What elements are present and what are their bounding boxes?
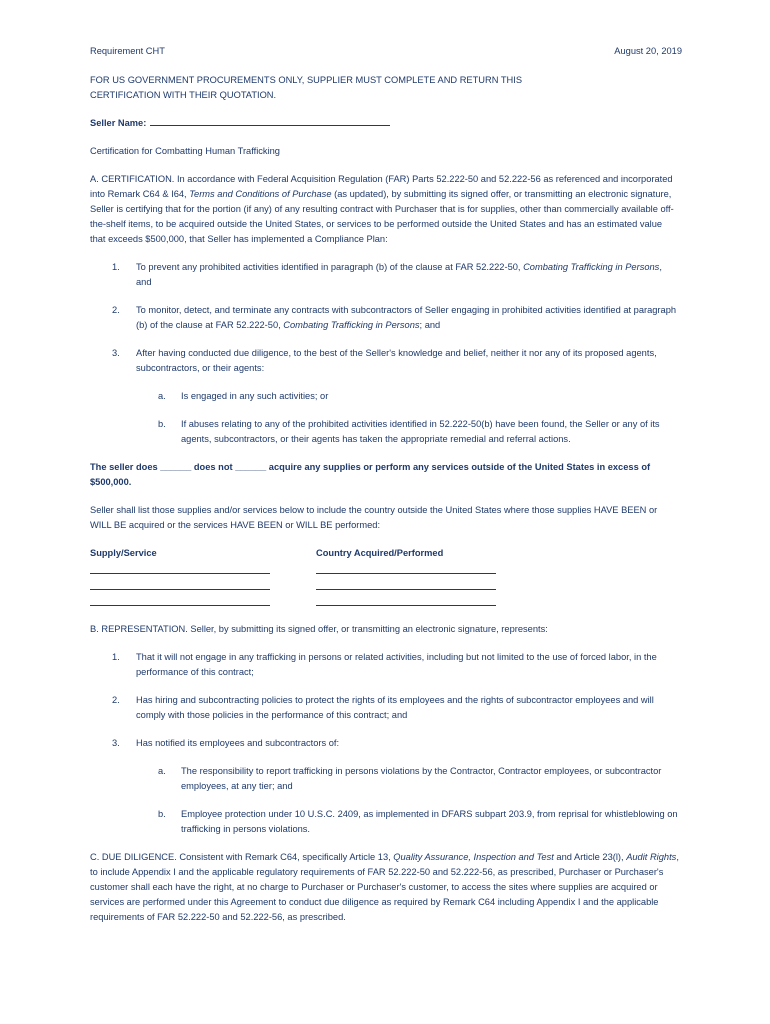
sublist-letter: b. bbox=[158, 809, 166, 819]
section-a-paragraph bbox=[90, 172, 680, 247]
sublist-letter: a. bbox=[158, 766, 166, 776]
section-b-sublist bbox=[90, 764, 680, 837]
certification-title: Certification for Combatting Human Trafficking bbox=[90, 146, 280, 156]
section-b-list bbox=[90, 650, 680, 751]
sublist-letter: b. bbox=[158, 419, 166, 429]
list-number: 2. bbox=[112, 695, 120, 705]
seller-name-label: Seller Name: bbox=[90, 118, 147, 128]
list-number: 3. bbox=[112, 348, 120, 358]
document-page bbox=[90, 44, 680, 938]
list-item bbox=[90, 260, 680, 290]
supply-field-3[interactable] bbox=[90, 593, 270, 606]
item-tail: ; and bbox=[419, 320, 441, 330]
list-number: 1. bbox=[112, 652, 120, 662]
list-item bbox=[90, 303, 680, 333]
sublist-item bbox=[90, 417, 680, 447]
list-text: That it will not engage in any trafficking in persons or related activities, including but not limited to the use of forced labor, in the performance of this contract; bbox=[136, 652, 657, 677]
list-item bbox=[90, 346, 680, 376]
supply-field-2[interactable] bbox=[90, 577, 270, 590]
section-c-text-2: and Article 23(l), bbox=[553, 852, 627, 862]
list-number: 3. bbox=[112, 738, 120, 748]
page-header bbox=[90, 44, 680, 59]
sublist-item bbox=[90, 807, 680, 837]
country-header: Country Acquired/Performed bbox=[316, 548, 444, 558]
sublist-item bbox=[90, 389, 680, 404]
section-a-text-1: A. CERTIFICATION. In accordance with Federal Acquisition Regulation (FAR) Parts 52.222-50 and 52.222-56 as referenced and incorporated into Remark C64 & I64, bbox=[90, 174, 673, 199]
list-instruction: Seller shall list those supplies and/or services below to include the country outside the United States where those supplies HAVE BEEN or WILL BE acquired or the services HAVE BEEN or WILL BE performed: bbox=[90, 505, 658, 530]
item-text: To prevent any prohibited activities identified in paragraph (b) of the clause at FAR 52.222-50, bbox=[136, 262, 524, 272]
section-a-sublist bbox=[90, 389, 680, 447]
list-text bbox=[136, 260, 680, 290]
item-italic: Combating Trafficking in Persons bbox=[283, 320, 420, 330]
supply-field-1[interactable] bbox=[90, 561, 270, 574]
list-text bbox=[136, 303, 680, 333]
section-a-text-2: (as updated), by submitting its signed offer, or transmitting an electronic signature, Seller is certifying that for the portion (if any) of any resulting contract with Purchaser that is for supplies, other than commercially available off-the-shelf items, to be acquired outside the United States, or services to be performed outside the United States and has an estimated value that exceeds $500,000, that Seller has implemented a Compliance Plan: bbox=[90, 189, 674, 244]
section-c-paragraph bbox=[90, 850, 680, 925]
section-c-italic-2: Audit Rights bbox=[626, 852, 677, 862]
list-item bbox=[90, 693, 680, 723]
country-field-3[interactable] bbox=[316, 593, 496, 606]
country-field-1[interactable] bbox=[316, 561, 496, 574]
item-italic: Combating Trafficking in Persons bbox=[523, 262, 660, 272]
list-text: Has notified its employees and subcontractors of: bbox=[136, 738, 340, 748]
sublist-text: If abuses relating to any of the prohibited activities identified in 52.222-50(b) have been found, the Seller or any of its agents, subcontractors, or their agents has taken the appropriate remedial and referral actions. bbox=[181, 419, 660, 444]
sublist-item bbox=[90, 764, 680, 794]
sublist-text: The responsibility to report trafficking in persons violations by the Contractor, Contractor employees, or subcontractor employees, at any tier; and bbox=[181, 766, 662, 791]
item-text: To monitor, detect, and terminate any contracts with subcontractors of Seller engaging in prohibited activities identified at paragraph (b) of the clause at FAR 52.222-50, bbox=[136, 305, 677, 330]
section-c-italic-1: Quality Assurance, Inspection and Test bbox=[393, 852, 554, 862]
section-c-text-3: , to include Appendix I and the applicable regulatory requirements of FAR 52.222-50 and 52.222-56, as prescribed, Purchaser or Purchaser's customer shall each have the right, at no charge to Purchaser or Purchaser's customer, to access the sites where supplies are acquired or services are performed under this Agreement to conduct due diligence as required by Remark C64 including Appendix I and the applicable requirements of FAR 52.222-50 and 52.222-56, as prescribed. bbox=[90, 852, 679, 922]
supply-column bbox=[90, 546, 316, 609]
intro-line-1: FOR US GOVERNMENT PROCUREMENTS ONLY, SUPPLIER MUST COMPLETE AND RETURN THIS bbox=[90, 75, 523, 85]
sublist-text: Is engaged in any such activities; or bbox=[181, 391, 329, 401]
country-column bbox=[316, 546, 542, 609]
list-item bbox=[90, 736, 680, 751]
section-b-paragraph: B. REPRESENTATION. Seller, by submitting its signed offer, or transmitting an electronic signature, represents: bbox=[90, 624, 548, 634]
intro-notice bbox=[90, 73, 680, 103]
sublist-letter: a. bbox=[158, 391, 166, 401]
supply-service-header: Supply/Service bbox=[90, 548, 157, 558]
item-tail: , and bbox=[136, 262, 662, 287]
section-a-italic: Terms and Conditions of Purchase bbox=[189, 189, 332, 199]
seller-does-statement: The seller does ______ does not ______ acquire any supplies or perform any services outside of the United States in excess of $500,000. bbox=[90, 462, 651, 487]
list-item bbox=[90, 650, 680, 680]
section-a-list bbox=[90, 260, 680, 376]
list-text: After having conducted due diligence, to the best of the Seller's knowledge and belief, neither it nor any of its proposed agents, subcontractors, or their agents: bbox=[136, 348, 657, 373]
list-number: 1. bbox=[112, 262, 120, 272]
seller-name-row bbox=[90, 116, 680, 131]
list-number: 2. bbox=[112, 305, 120, 315]
intro-line-2: CERTIFICATION WITH THEIR QUOTATION. bbox=[90, 90, 277, 100]
country-field-2[interactable] bbox=[316, 577, 496, 590]
supply-country-table bbox=[90, 546, 680, 609]
seller-name-field[interactable] bbox=[150, 116, 390, 126]
requirement-label: Requirement CHT bbox=[90, 46, 165, 56]
section-c-text-1: C. DUE DILIGENCE. Consistent with Remark C64, specifically Article 13, bbox=[90, 852, 394, 862]
list-text: Has hiring and subcontracting policies to protect the rights of its employees and the rights of subcontractor employees and will comply with those policies in the performance of this contract; and bbox=[136, 695, 654, 720]
document-date: August 20, 2019 bbox=[614, 46, 682, 56]
sublist-text: Employee protection under 10 U.S.C. 2409, as implemented in DFARS subpart 203.9, from reprisal for whistleblowing on trafficking in persons violations. bbox=[181, 809, 678, 834]
